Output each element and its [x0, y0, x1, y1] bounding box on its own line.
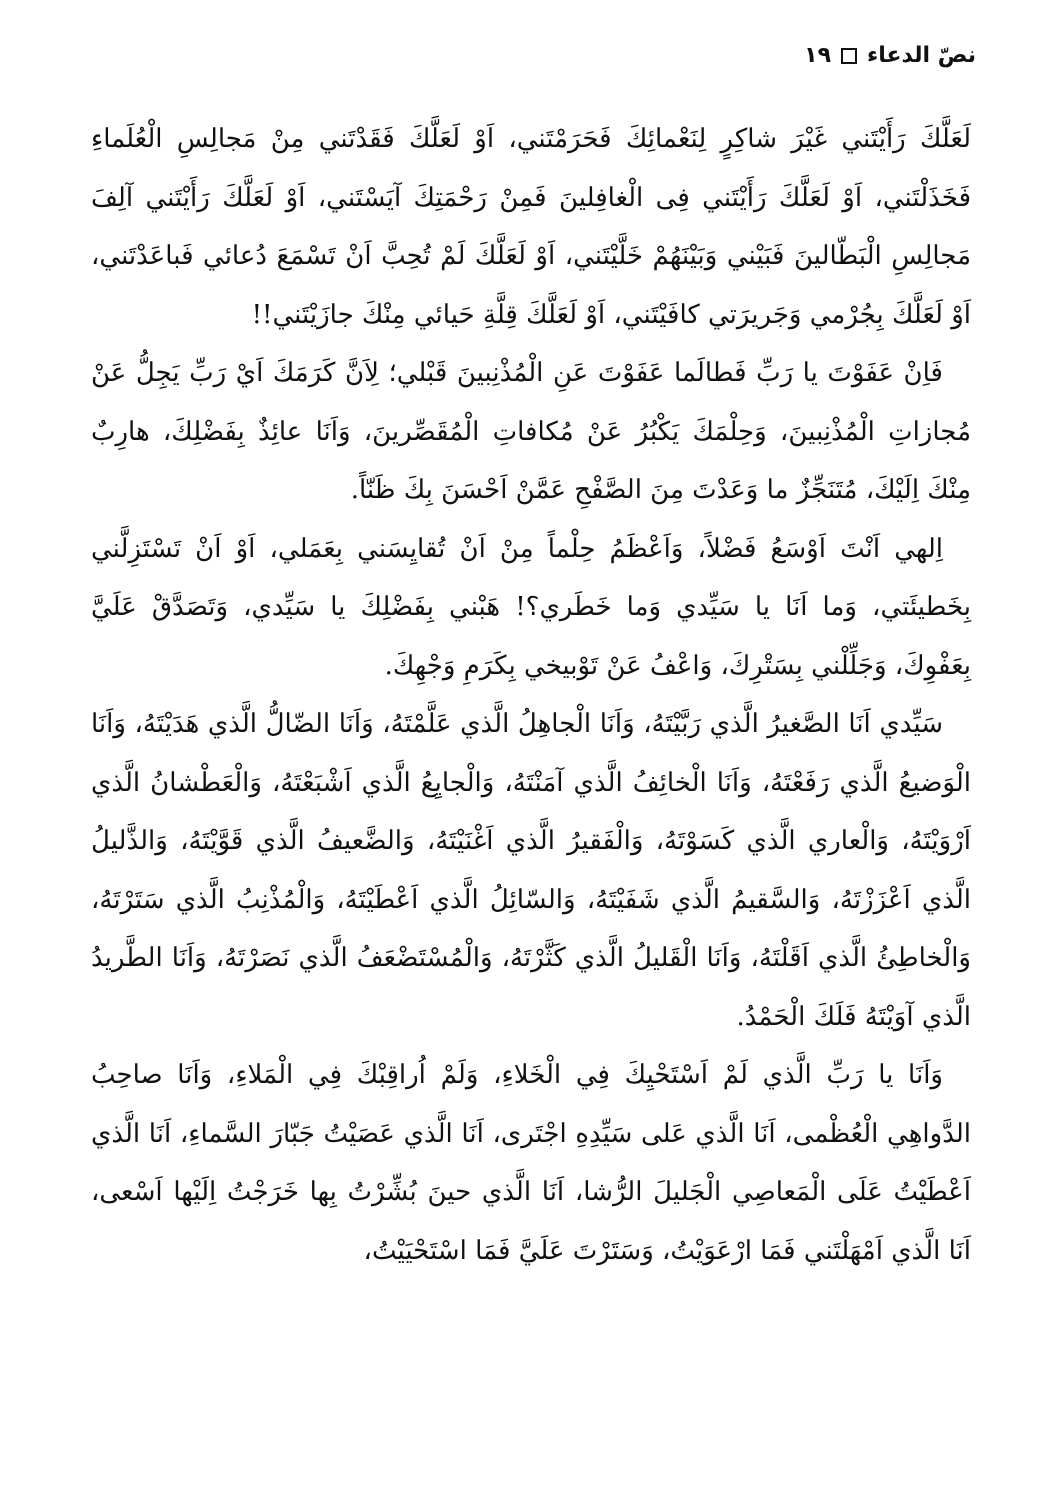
paragraph-4: سَيِّدي اَنَا الصَّغيرُ الَّذي رَبَّيْتَهُ، وَاَنَا الْجاهِلُ الَّذي عَلَّمْتَهُ، وَاَنَا الضّالُّ الَّذي هَدَيْتَهُ، وَاَنَا الْوَضيعُ الَّذي رَفَعْتَهُ، وَاَنَا الْخائِفُ الَّذي آمَنْتَهُ، وَالْجايِعُ الَّذي اَشْبَعْتَهُ، وَالْعَطْشانُ الَّذي اَرْوَيْتَهُ، وَالْعاري الَّذي كَسَوْتَهُ، وَالْفَقيرُ الَّذي اَغْنَيْتَهُ، وَالضَّعيفُ الَّذي قَوَّيْتَهُ، وَالذَّليلُ الَّذي اَعْزَزْتَهُ، وَالسَّقيمُ الَّذي شَفَيْتَهُ، وَالسّائِلُ الَّذي اَعْطَيْتَهُ، وَالْمُذْنِبُ الَّذي سَتَرْتَهُ، وَالْخاطِئُ الَّذي اَقَلْتَهُ، وَاَنَا الْقَليلُ الَّذي كَثَّرْتَهُ، وَالْمُسْتَضْعَفُ الَّذي نَصَرْتَهُ، وَاَنَا الطَّريدُ الَّذي آوَيْتَهُ فَلَكَ الْحَمْدُ. — [91, 709, 971, 1032]
page-number: ١٩ — [804, 43, 832, 68]
body-text — [91, 110, 971, 1280]
paragraph-2: فَاِنْ عَفَوْتَ يا رَبِّ فَطالَما عَفَوْتَ عَنِ الْمُذْنِبينَ قَبْلي؛ لِاَنَّ كَرَمَكَ اَيْ رَبِّ يَجِلُّ عَنْ مُجازاتِ الْمُذْنِبينَ، وَحِلْمَكَ يَكْبُرُ عَنْ مُكافاتِ الْمُقَصِّرينَ، وَاَنَا عائِذٌ بِفَضْلِكَ، هارِبٌ مِنْكَ اِلَيْكَ، مُتَنَجِّزٌ ما وَعَدْتَ مِنَ الصَّفْحِ عَمَّنْ اَحْسَنَ بِكَ ظَنّاً. — [91, 358, 971, 505]
paragraph-5: وَاَنَا يا رَبِّ الَّذي لَمْ اَسْتَحْيِكَ فِي الْخَلاءِ، وَلَمْ اُراقِبْكَ فِي الْمَلاءِ، وَاَنَا صاحِبُ الدَّواهِي الْعُظْمى، اَنَا الَّذي عَلى سَيِّدِهِ اجْتَرى، اَنَا الَّذي عَصَيْتُ جَبّارَ السَّماءِ، اَنَا الَّذي اَعْطَيْتُ عَلَى الْمَعاصِي الْجَليلَ الرُّشا، اَنَا الَّذي حينَ بُشِّرْتُ بِها خَرَجْتُ اِلَيْها اَسْعى، اَنَا الَّذي اَمْهَلْتَني فَمَا ارْعَوَيْتُ، وَسَتَرْتَ عَلَيَّ فَمَا اسْتَحْيَيْتُ، — [91, 1060, 971, 1266]
header-square-icon — [841, 48, 857, 64]
running-header — [804, 40, 976, 72]
header-title: نصّ الدعاء — [867, 43, 976, 68]
paragraph-3: اِلهي اَنْتَ اَوْسَعُ فَضْلاً، وَاَعْظَمُ حِلْماً مِنْ اَنْ تُقايِسَني بِعَمَلي، اَوْ اَنْ تَسْتَزِلَّني بِخَطيئَتي، وَما اَنَا يا سَيِّدي وَما خَطَري؟! هَبْني بِفَضْلِكَ يا سَيِّدي، وَتَصَدَّقْ عَلَيَّ بِعَفْوِكَ، وَجَلِّلْني بِسَتْرِكَ، وَاعْفُ عَنْ تَوْبيخي بِكَرَمِ وَجْهِكَ. — [91, 533, 971, 681]
paragraph-1: لَعَلَّكَ رَأَيْتَني غَيْرَ شاكِرٍ لِنَعْمائِكَ فَحَرَمْتَني، اَوْ لَعَلَّكَ فَقَدْتَني مِنْ مَجالِسِ الْعُلَماءِ فَخَذَلْتَني، اَوْ لَعَلَّكَ رَأَيْتَني فِى الْغافِلينَ فَمِنْ رَحْمَتِكَ آيَسْتَني، اَوْ لَعَلَّكَ رَأَيْتَني آلِفَ مَجالِسِ الْبَطّالينَ فَبَيْني وَبَيْنَهُمْ خَلَّيْتَني، اَوْ لَعَلَّكَ لَمْ تُحِبَّ اَنْ تَسْمَعَ دُعائي فَباعَدْتَني، اَوْ لَعَلَّكَ بِجُرْمي وَجَريرَتي كافَيْتَني، اَوْ لَعَلَّكَ قِلَّةِ حَيائي مِنْكَ جازَيْتَني!! — [91, 124, 971, 330]
